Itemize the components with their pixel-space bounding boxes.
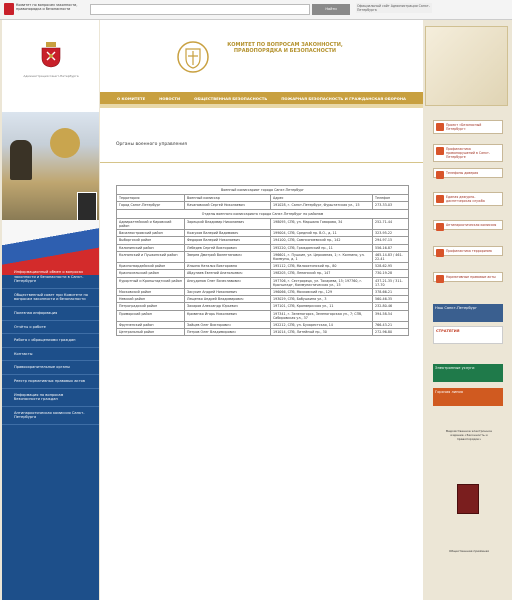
table-cell: Выборгский район	[117, 237, 185, 244]
table-header: Территория	[117, 195, 185, 202]
search-input[interactable]	[90, 4, 310, 15]
table-cell: Ильина Наталья Викторовна	[185, 263, 271, 270]
main-nav-item[interactable]: О КОМИТЕТЕ	[116, 95, 146, 101]
dome-shape	[50, 128, 80, 158]
bottom-caption[interactable]: Общественная приёмная	[449, 549, 489, 553]
table-cell: Василеостровский район	[117, 230, 185, 237]
table-cell: 196601, г. Пушкин, ул. Церковная, 1; г. Колпино, ул. Коммуны, д. 1	[271, 251, 373, 262]
left-nav-item[interactable]: Правоохранительные органы	[2, 361, 99, 375]
table-row	[117, 237, 409, 244]
table-cell: Абдулаев Евгений Анатольевич	[185, 270, 271, 277]
table-cell: 323-95-22	[373, 230, 409, 237]
table-cell: 198095, СПб, ул. Маршала Говорова, 34	[271, 218, 373, 229]
portal-link[interactable]: Официальный сайт Администрации Санкт-Петербурга	[356, 3, 432, 13]
banner-link[interactable]	[433, 246, 503, 256]
city-map-image[interactable]	[425, 26, 508, 106]
table-cell: 232-80-46	[373, 303, 409, 310]
book-icon[interactable]	[457, 484, 479, 514]
table-cell: Засухин Андрей Николаевич	[185, 289, 271, 296]
table-cell: 191014, СПб, Литейный пр., 30	[271, 329, 373, 336]
committee-title: КОМИТЕТ ПО ВОПРОСАМ ЗАКОННОСТИ, ПРАВОПОРЯДКА И БЕЗОПАСНОСТИ	[227, 42, 343, 54]
table-cell: 197341, г. Зеленогорск, Зеленогорская ул., 7; СПб, Сабировская ул., 37	[271, 310, 373, 321]
table-cell: 465-14-83 / 461-22-41	[373, 251, 409, 262]
site-title[interactable]: Комитет по вопросам законности, правопорядка и безопасности	[16, 3, 78, 12]
table-cell: 560-46-35	[373, 296, 409, 303]
site-header	[100, 20, 423, 90]
banner-link[interactable]	[433, 272, 503, 282]
table-cell: Захаров Александр Юрьевич	[185, 303, 271, 310]
table-cell: Зарецкий Владимир Николаевич	[185, 218, 271, 229]
banner-icon	[436, 249, 444, 257]
table-row	[117, 251, 409, 262]
table-row	[117, 244, 409, 251]
table-row	[117, 310, 409, 321]
table-cell: Лещенко Андрей Владимирович	[185, 296, 271, 303]
banner-label: Антинаркотическая комиссия	[446, 223, 497, 227]
table-row	[117, 270, 409, 277]
table-cell: 437-21-35 / 311-17-70	[373, 277, 409, 288]
banner-label: Нормативные правовые акты	[446, 275, 496, 279]
table-cell: 196066, СПб, Московский пр., 129	[271, 289, 373, 296]
table-cell: Невский район	[117, 296, 185, 303]
table-caption: Военный комиссариат города Санкт-Петербург	[117, 186, 409, 195]
table-cell: 198205, СПб, Ленинский пр., 147	[271, 270, 373, 277]
committee-emblem-icon	[176, 40, 210, 74]
banner-link[interactable]	[433, 120, 503, 134]
table-cell: 195112, СПб, Малоохтинский пр., 80	[271, 263, 373, 270]
top-bar	[0, 0, 512, 20]
table-cell: Зайцев Олег Викторович	[185, 322, 271, 329]
military-table	[116, 185, 409, 336]
table-cell: Красногвардейский район	[117, 263, 185, 270]
main-column	[100, 20, 423, 600]
banner-label: Телефоны доверия	[446, 171, 479, 175]
table-cell: Фрунзенский район	[117, 322, 185, 329]
logo-badge	[77, 192, 97, 222]
table-cell: Город Санкт-Петербург	[117, 202, 185, 209]
emblem-icon	[4, 3, 14, 15]
coat-area	[2, 20, 99, 112]
table-cell: Федоров Валерий Николаевич	[185, 237, 271, 244]
table-cell: Кожухов Валерий Вадимович	[185, 230, 271, 237]
table-cell: Петроградский район	[117, 303, 185, 310]
banner-icon	[436, 223, 444, 231]
left-nav-item[interactable]: Работа с обращениями граждан	[2, 334, 99, 348]
table-cell: 252-71-44	[373, 218, 409, 229]
table-cell: 197101, СПб, Кронверкская ул., 11	[271, 303, 373, 310]
banner-link[interactable]: СТРАТЕГИЯ	[433, 326, 503, 344]
table-cell: 394-58-54	[373, 310, 409, 321]
right-column	[423, 20, 512, 600]
table-header: Адрес	[271, 195, 373, 202]
coat-caption[interactable]: Администрация Санкт-Петербурга	[23, 74, 79, 78]
table-cell: Анкудинов Олег Вячеславович	[185, 277, 271, 288]
table-cell: 197706, г. Сестрорецк, ул. Токарева, 15; 197760, г. Кронштадт, Коммунистическая ул., 15	[271, 277, 373, 288]
table-row	[117, 277, 409, 288]
banner-link[interactable]	[433, 192, 503, 206]
table-cell: 273-33-03	[373, 202, 409, 209]
table-cell: 194100, СПб, Сампсониевский пр., 142	[271, 237, 373, 244]
left-nav-item[interactable]: Реестр нормативных правовых актов	[2, 375, 99, 389]
table-row	[117, 218, 409, 229]
banner-icon	[436, 275, 444, 283]
table-cell: Зверев Дмитрий Валентинович	[185, 251, 271, 262]
table-cell: Московский район	[117, 289, 185, 296]
left-nav-item[interactable]: Отчёты о работе	[2, 321, 99, 335]
banner-link[interactable]	[433, 168, 503, 178]
left-nav	[2, 266, 99, 425]
table-row	[117, 296, 409, 303]
table-row	[117, 303, 409, 310]
banner-label: Единая дежурно-диспетчерская служба	[446, 195, 485, 203]
table-row	[117, 322, 409, 329]
table-cell: 199004, СПб, Средний пр. В.О., д. 11	[271, 230, 373, 237]
table-cell: 556-16-87	[373, 244, 409, 251]
banner-icon	[436, 123, 444, 131]
table-cell: 193029, СПб, Бабушкина ул., 3	[271, 296, 373, 303]
search-button[interactable]: Найти	[312, 4, 350, 15]
main-nav-item[interactable]: ПОЖАРНАЯ БЕЗОПАСНОСТЬ И ГРАЖДАНСКАЯ ОБОРОНА	[281, 95, 406, 101]
table-cell: 378-66-21	[373, 289, 409, 296]
table-row	[117, 263, 409, 270]
table-cell: 294-97-15	[373, 237, 409, 244]
table-row	[117, 289, 409, 296]
table-row	[117, 329, 409, 336]
banner-label: Профилактика терроризма	[446, 249, 492, 253]
content-area	[116, 142, 416, 157]
monument-shape	[10, 140, 32, 180]
banner-link[interactable]: Электронные услуги	[433, 364, 503, 382]
table-cell: Калининский район	[117, 244, 185, 251]
table-cell: 730-19-28	[373, 270, 409, 277]
main-nav	[100, 92, 423, 104]
table-cell: Красносельский район	[117, 270, 185, 277]
banner-link[interactable]	[433, 144, 503, 162]
table-cell: Кривенко Игорь Николаевич	[185, 310, 271, 321]
page-title: Органы военного управления	[116, 142, 187, 147]
banner-link[interactable]: Наш Санкт-Петербург	[433, 304, 503, 322]
heading-divider	[100, 162, 423, 163]
banner-label: Профилактика правонарушений в Санкт-Петербурге	[446, 147, 491, 159]
table-cell: 766-43-21	[373, 322, 409, 329]
left-nav-item[interactable]: Полезная информация	[2, 307, 99, 321]
table-cell: Курортный и Кронштадтский район	[117, 277, 185, 288]
table-section-caption: Отделы военного комиссариата города Санкт-Петербург по районам	[117, 209, 409, 218]
table-cell: Центральный район	[117, 329, 185, 336]
banner-label: Проект «Безопасный Петербург»	[446, 123, 482, 131]
left-nav-item[interactable]: Информационный обмен о вопросах законности и безопасности в Санкт-Петербурге	[2, 266, 99, 289]
table-cell: Качановский Сергей Николаевич	[185, 202, 271, 209]
table-cell: Лебедев Сергей Викторович	[185, 244, 271, 251]
main-nav-item[interactable]: НОВОСТИ	[159, 95, 181, 101]
banner-icon	[436, 195, 444, 203]
table-cell: 191028, г. Санкт-Петербург, Фурштатская ул., 15	[271, 202, 373, 209]
banner-icon	[436, 171, 444, 179]
table-cell: 272-96-80	[373, 329, 409, 336]
newspaper-caption[interactable]: Ведомственное электронное издание «Законность и правопорядок»	[446, 429, 492, 441]
table-cell: Приморский район	[117, 310, 185, 321]
left-nav-item[interactable]: Информация по вопросам безопасности граждан	[2, 389, 99, 407]
banner-icon	[436, 147, 444, 155]
coat-of-arms-icon	[40, 42, 62, 68]
table-cell: Адмиралтейский и Кировский район	[117, 218, 185, 229]
table-header: Телефон	[373, 195, 409, 202]
left-nav-item[interactable]: Контакты	[2, 348, 99, 362]
banner-link[interactable]	[433, 220, 503, 230]
table-cell: 528-62-95	[373, 263, 409, 270]
left-nav-item[interactable]: Общественный совет при Комитете по вопросам законности и безопасности	[2, 289, 99, 307]
banner-link[interactable]: Горячая линия	[433, 388, 503, 406]
table-cell: Колпинский и Пушкинский район	[117, 251, 185, 262]
table-row	[117, 230, 409, 237]
left-nav-item[interactable]: Антинаркотическая комиссия Санкт-Петербурга	[2, 407, 99, 425]
table-cell: Петров Олег Владимирович	[185, 329, 271, 336]
nav-underline	[100, 104, 423, 108]
table-cell: 192212, СПб, ул. Бухарестская, 14	[271, 322, 373, 329]
table-cell: 195220, СПб, Гражданский пр., 11	[271, 244, 373, 251]
main-nav-item[interactable]: ОБЩЕСТВЕННАЯ БЕЗОПАСНОСТЬ	[194, 95, 268, 101]
table-header: Военный комиссар	[185, 195, 271, 202]
